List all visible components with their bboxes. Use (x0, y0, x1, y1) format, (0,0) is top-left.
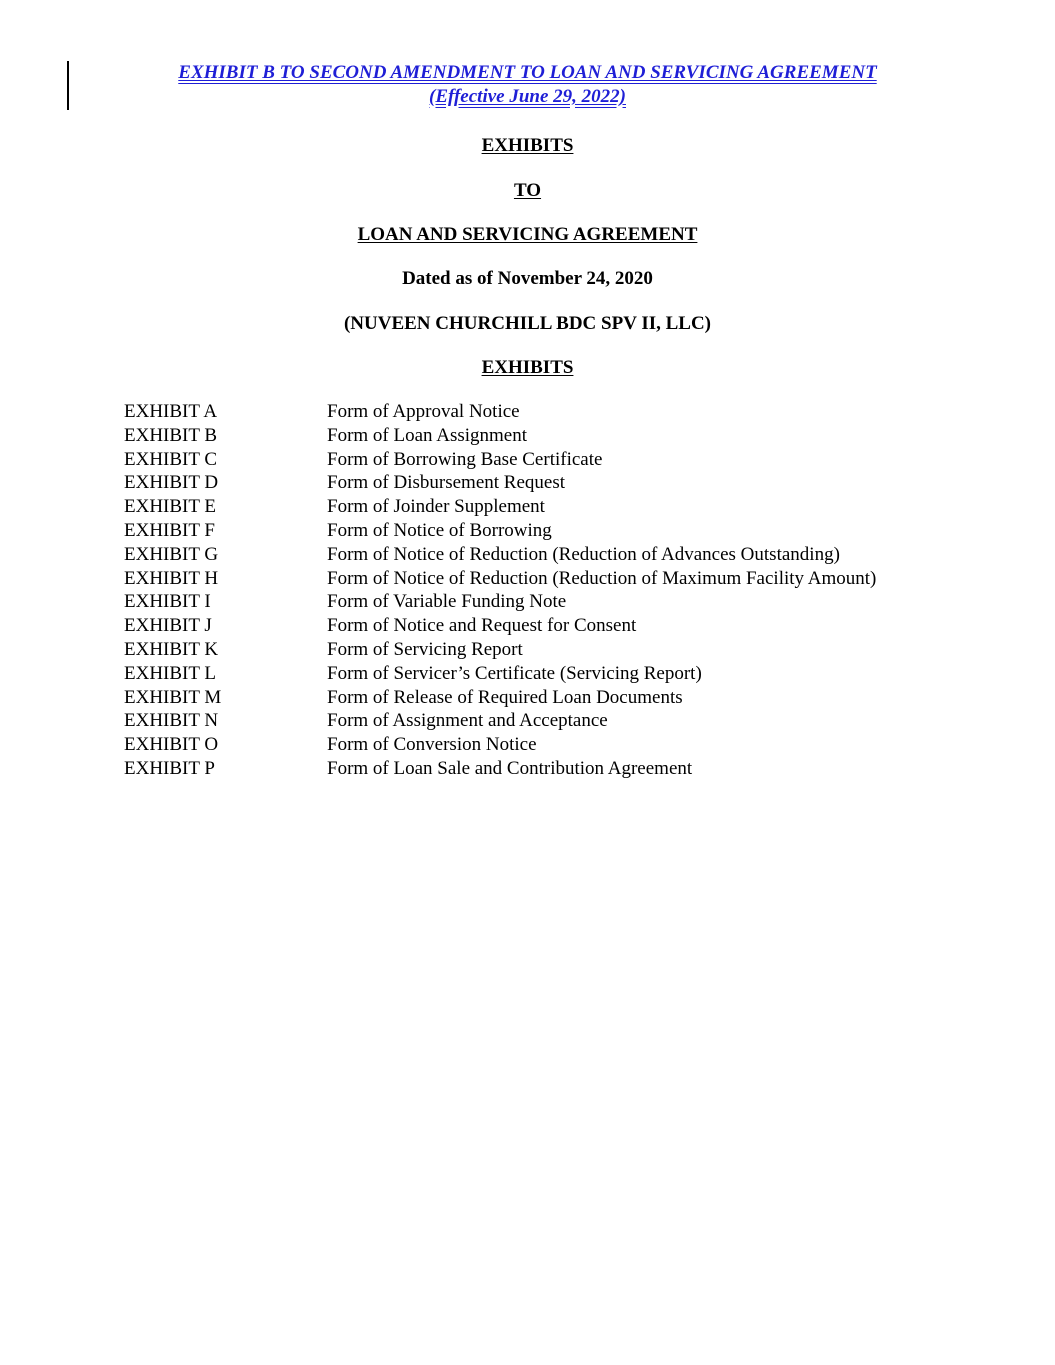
amendment-header (0, 61, 1055, 109)
list-item (124, 448, 1004, 472)
list-item (124, 733, 1004, 757)
list-item (124, 686, 1004, 710)
agreement-date: Dated as of November 24, 2020 (402, 268, 653, 289)
exhibit-label: EXHIBIT H (124, 567, 219, 589)
list-item (124, 638, 1004, 662)
exhibit-title: Form of Servicer’s Certificate (Servicing Report) (327, 662, 702, 684)
exhibit-label: EXHIBIT L (124, 662, 216, 684)
exhibit-title: Form of Notice of Reduction (Reduction of Maximum Facility Amount) (327, 567, 877, 589)
exhibit-label: EXHIBIT K (124, 638, 219, 660)
exhibit-title: Form of Assignment and Acceptance (327, 710, 608, 732)
exhibit-label: EXHIBIT A (124, 401, 218, 422)
exhibit-label: EXHIBIT C (124, 448, 218, 470)
exhibit-label: EXHIBIT B (124, 424, 218, 446)
exhibit-label: EXHIBIT O (124, 734, 219, 756)
list-item (124, 424, 1004, 448)
exhibit-label: EXHIBIT F (124, 519, 215, 541)
exhibit-list (124, 400, 1004, 781)
exhibit-title: Form of Loan Sale and Contribution Agreement (327, 757, 693, 779)
list-item (124, 400, 1004, 424)
exhibits-list-heading: EXHIBITS (481, 357, 574, 378)
exhibit-label: EXHIBIT G (124, 543, 219, 565)
list-item (124, 471, 1004, 495)
exhibit-label: EXHIBIT N (124, 710, 219, 732)
list-item (124, 495, 1004, 519)
agreement-title: LOAN AND SERVICING AGREEMENT (357, 224, 698, 245)
exhibit-label: EXHIBIT M (124, 686, 222, 708)
exhibit-title: Form of Notice and Request for Consent (327, 615, 637, 637)
exhibit-label: EXHIBIT J (124, 615, 212, 637)
list-item (124, 614, 1004, 638)
exhibit-title: Form of Variable Funding Note (327, 591, 567, 613)
exhibit-title: Form of Release of Required Loan Documents (327, 686, 683, 708)
amendment-effective-date: (Effective June 29, 2022) (429, 86, 626, 107)
list-item (124, 709, 1004, 733)
list-item (124, 543, 1004, 567)
list-item (124, 757, 1004, 781)
exhibit-title: Form of Disbursement Request (327, 472, 566, 494)
exhibit-title: Form of Borrowing Base Certificate (327, 448, 603, 470)
exhibit-label: EXHIBIT P (124, 757, 215, 779)
exhibit-title: Form of Approval Notice (327, 401, 520, 422)
exhibit-label: EXHIBIT D (124, 472, 219, 494)
to-heading: TO (513, 180, 542, 201)
exhibit-title: Form of Notice of Borrowing (327, 519, 552, 541)
amendment-title: EXHIBIT B TO SECOND AMENDMENT TO LOAN AND SERVICING AGREEMENT (178, 62, 877, 83)
exhibit-title: Form of Servicing Report (327, 638, 523, 660)
exhibit-title: Form of Joinder Supplement (327, 496, 545, 518)
list-item (124, 662, 1004, 686)
list-item (124, 590, 1004, 614)
exhibits-heading: EXHIBITS (481, 135, 574, 156)
exhibit-label: EXHIBIT I (124, 591, 211, 613)
list-item (124, 567, 1004, 591)
list-item (124, 519, 1004, 543)
exhibit-title: Form of Loan Assignment (327, 424, 528, 446)
exhibit-label: EXHIBIT E (124, 496, 216, 518)
exhibit-title: Form of Conversion Notice (327, 734, 537, 756)
party-name: (NUVEEN CHURCHILL BDC SPV II, LLC) (343, 313, 712, 334)
exhibit-title: Form of Notice of Reduction (Reduction of Advances Outstanding) (327, 543, 840, 565)
